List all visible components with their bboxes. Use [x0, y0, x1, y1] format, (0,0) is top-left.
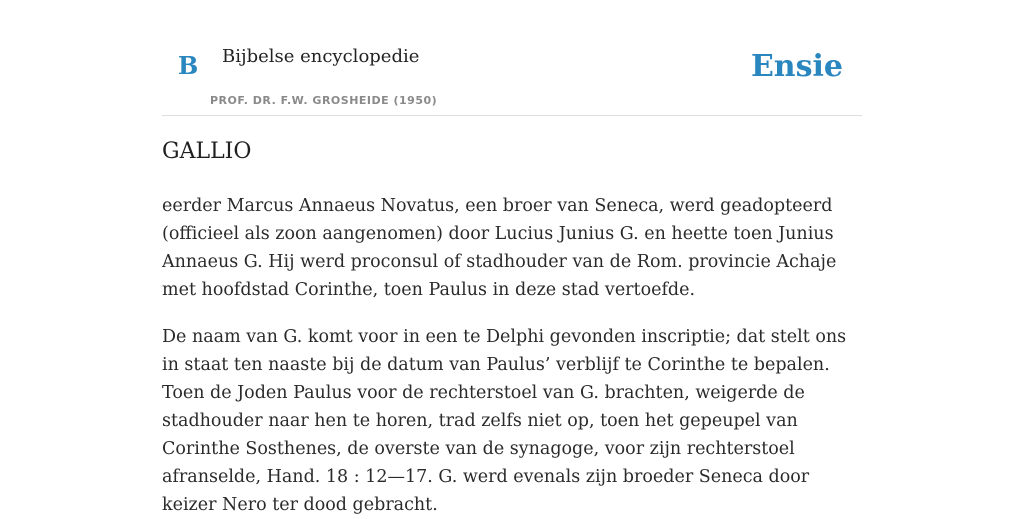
book-title-link[interactable]: Bijbelse encyclopedie	[222, 46, 420, 67]
ensie-logo[interactable]: Ensie	[750, 49, 843, 84]
entry-title: GALLIO	[162, 139, 252, 164]
book-logo[interactable]: B	[178, 51, 199, 80]
encyclopedia-page	[162, 0, 862, 515]
book-author: PROF. DR. F.W. GROSHEIDE (1950)	[210, 94, 438, 107]
entry-paragraph: De naam van G. komt voor in een te Delphi gevonden inscriptie; dat stelt ons in staat ten naaste bij de datum van Paulus’ verblijf te Corinthe te bepalen. Toen de Joden Paulus voor de rechterstoel van G. brachten, weigerde de stadhouder naar hen te horen, trad zelfs niet op, toen het gepeupel van Corinthe Sosthenes, de overste van de synagoge, voor zijn rechterstoel afranselde, Hand. 18 : 12—17. G. werd evenals zijn broeder Seneca door keizer Nero ter dood gebracht.	[162, 327, 847, 515]
entry-paragraph: eerder Marcus Annaeus Novatus, een broer van Seneca, werd geadopteerd (officieel als zoon aangenomen) door Lucius Junius G. en heette toen Junius Annaeus G. Hij werd proconsul of stadhouder van de Rom. provincie Achaje met hoofdstad Corinthe, toen Paulus in deze stad vertoefde.	[162, 196, 837, 300]
header	[162, 0, 862, 116]
